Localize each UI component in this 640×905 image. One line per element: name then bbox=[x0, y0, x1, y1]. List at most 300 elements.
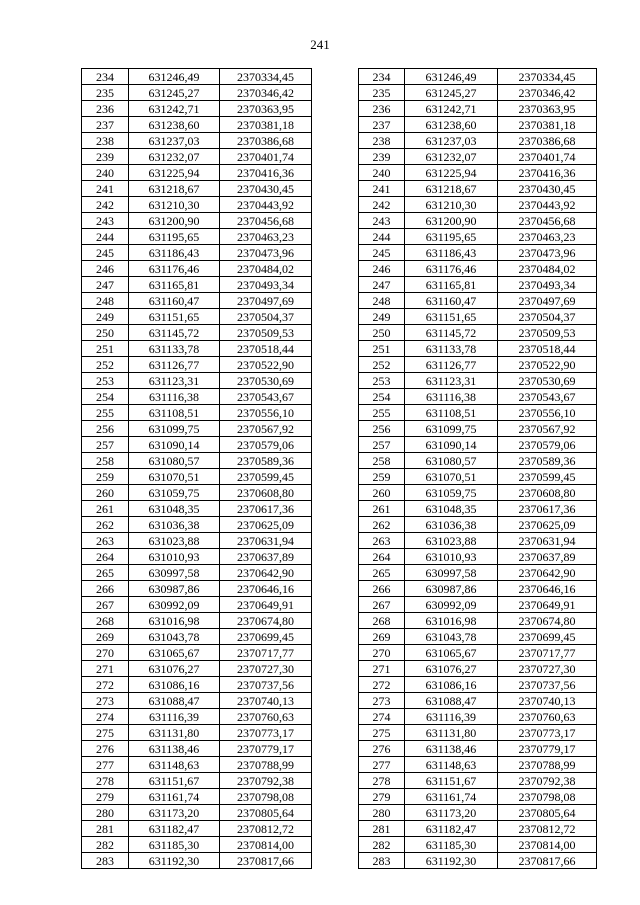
column-gap bbox=[312, 629, 359, 645]
left-point-number-cell: 282 bbox=[82, 837, 129, 853]
left-x-coordinate-cell: 630987,86 bbox=[129, 581, 220, 597]
right-y-coordinate-cell: 2370812,72 bbox=[498, 821, 597, 837]
right-x-coordinate-cell: 631048,35 bbox=[405, 501, 498, 517]
left-y-coordinate-cell: 2370443,92 bbox=[220, 197, 312, 213]
left-y-coordinate-cell: 2370631,94 bbox=[220, 533, 312, 549]
right-point-number-cell: 247 bbox=[359, 277, 405, 293]
left-point-number-cell: 266 bbox=[82, 581, 129, 597]
right-x-coordinate-cell: 631099,75 bbox=[405, 421, 498, 437]
left-point-number-cell: 258 bbox=[82, 453, 129, 469]
column-gap bbox=[312, 677, 359, 693]
left-x-coordinate-cell: 631232,07 bbox=[129, 149, 220, 165]
left-y-coordinate-cell: 2370543,67 bbox=[220, 389, 312, 405]
right-y-coordinate-cell: 2370443,92 bbox=[498, 197, 597, 213]
left-x-coordinate-cell: 631086,16 bbox=[129, 677, 220, 693]
column-gap bbox=[312, 837, 359, 853]
table-row bbox=[82, 133, 597, 149]
right-x-coordinate-cell: 631161,74 bbox=[405, 789, 498, 805]
left-y-coordinate-cell: 2370649,91 bbox=[220, 597, 312, 613]
table-row bbox=[82, 565, 597, 581]
left-x-coordinate-cell: 631210,30 bbox=[129, 197, 220, 213]
left-point-number-cell: 280 bbox=[82, 805, 129, 821]
right-point-number-cell: 235 bbox=[359, 85, 405, 101]
left-x-coordinate-cell: 631088,47 bbox=[129, 693, 220, 709]
right-y-coordinate-cell: 2370727,30 bbox=[498, 661, 597, 677]
left-point-number-cell: 239 bbox=[82, 149, 129, 165]
left-x-coordinate-cell: 631023,88 bbox=[129, 533, 220, 549]
left-x-coordinate-cell: 631116,38 bbox=[129, 389, 220, 405]
table-row bbox=[82, 149, 597, 165]
column-gap bbox=[312, 453, 359, 469]
table-row bbox=[82, 725, 597, 741]
left-y-coordinate-cell: 2370798,08 bbox=[220, 789, 312, 805]
right-point-number-cell: 273 bbox=[359, 693, 405, 709]
column-gap bbox=[312, 741, 359, 757]
left-x-coordinate-cell: 631161,74 bbox=[129, 789, 220, 805]
right-point-number-cell: 267 bbox=[359, 597, 405, 613]
table-row bbox=[82, 645, 597, 661]
right-y-coordinate-cell: 2370717,77 bbox=[498, 645, 597, 661]
left-x-coordinate-cell: 631145,72 bbox=[129, 325, 220, 341]
right-point-number-cell: 270 bbox=[359, 645, 405, 661]
left-y-coordinate-cell: 2370416,36 bbox=[220, 165, 312, 181]
right-y-coordinate-cell: 2370543,67 bbox=[498, 389, 597, 405]
right-point-number-cell: 256 bbox=[359, 421, 405, 437]
left-x-coordinate-cell: 631070,51 bbox=[129, 469, 220, 485]
right-y-coordinate-cell: 2370788,99 bbox=[498, 757, 597, 773]
left-y-coordinate-cell: 2370430,45 bbox=[220, 181, 312, 197]
right-y-coordinate-cell: 2370504,37 bbox=[498, 309, 597, 325]
left-x-coordinate-cell: 631186,43 bbox=[129, 245, 220, 261]
right-point-number-cell: 242 bbox=[359, 197, 405, 213]
column-gap bbox=[312, 165, 359, 181]
right-y-coordinate-cell: 2370599,45 bbox=[498, 469, 597, 485]
right-y-coordinate-cell: 2370631,94 bbox=[498, 533, 597, 549]
right-point-number-cell: 245 bbox=[359, 245, 405, 261]
left-x-coordinate-cell: 631185,30 bbox=[129, 837, 220, 853]
left-x-coordinate-cell: 631246,49 bbox=[129, 69, 220, 85]
right-y-coordinate-cell: 2370792,38 bbox=[498, 773, 597, 789]
right-point-number-cell: 266 bbox=[359, 581, 405, 597]
right-point-number-cell: 254 bbox=[359, 389, 405, 405]
left-y-coordinate-cell: 2370493,34 bbox=[220, 277, 312, 293]
left-point-number-cell: 279 bbox=[82, 789, 129, 805]
right-x-coordinate-cell: 631225,94 bbox=[405, 165, 498, 181]
right-x-coordinate-cell: 631131,80 bbox=[405, 725, 498, 741]
left-point-number-cell: 253 bbox=[82, 373, 129, 389]
left-y-coordinate-cell: 2370617,36 bbox=[220, 501, 312, 517]
left-x-coordinate-cell: 631225,94 bbox=[129, 165, 220, 181]
right-point-number-cell: 265 bbox=[359, 565, 405, 581]
left-point-number-cell: 257 bbox=[82, 437, 129, 453]
column-gap bbox=[312, 581, 359, 597]
left-point-number-cell: 256 bbox=[82, 421, 129, 437]
left-x-coordinate-cell: 631173,20 bbox=[129, 805, 220, 821]
table-row bbox=[82, 277, 597, 293]
left-x-coordinate-cell: 631043,78 bbox=[129, 629, 220, 645]
table-row bbox=[82, 165, 597, 181]
right-x-coordinate-cell: 631065,67 bbox=[405, 645, 498, 661]
table-row bbox=[82, 357, 597, 373]
page-number: 241 bbox=[310, 37, 330, 52]
right-y-coordinate-cell: 2370463,23 bbox=[498, 229, 597, 245]
left-y-coordinate-cell: 2370699,45 bbox=[220, 629, 312, 645]
column-gap bbox=[312, 437, 359, 453]
column-gap bbox=[312, 485, 359, 501]
right-point-number-cell: 276 bbox=[359, 741, 405, 757]
left-x-coordinate-cell: 631099,75 bbox=[129, 421, 220, 437]
left-y-coordinate-cell: 2370740,13 bbox=[220, 693, 312, 709]
right-point-number-cell: 280 bbox=[359, 805, 405, 821]
table-row bbox=[82, 581, 597, 597]
left-y-coordinate-cell: 2370727,30 bbox=[220, 661, 312, 677]
table-row bbox=[82, 229, 597, 245]
right-x-coordinate-cell: 631165,81 bbox=[405, 277, 498, 293]
left-x-coordinate-cell: 631238,60 bbox=[129, 117, 220, 133]
right-x-coordinate-cell: 631151,67 bbox=[405, 773, 498, 789]
table-row bbox=[82, 261, 597, 277]
left-x-coordinate-cell: 630992,09 bbox=[129, 597, 220, 613]
right-point-number-cell: 240 bbox=[359, 165, 405, 181]
table-row bbox=[82, 245, 597, 261]
table-row bbox=[82, 789, 597, 805]
right-x-coordinate-cell: 631176,46 bbox=[405, 261, 498, 277]
right-x-coordinate-cell: 631116,39 bbox=[405, 709, 498, 725]
column-gap bbox=[312, 533, 359, 549]
left-y-coordinate-cell: 2370556,10 bbox=[220, 405, 312, 421]
left-x-coordinate-cell: 631151,65 bbox=[129, 309, 220, 325]
right-x-coordinate-cell: 631160,47 bbox=[405, 293, 498, 309]
left-point-number-cell: 268 bbox=[82, 613, 129, 629]
column-gap bbox=[312, 373, 359, 389]
right-point-number-cell: 262 bbox=[359, 517, 405, 533]
left-y-coordinate-cell: 2370484,02 bbox=[220, 261, 312, 277]
left-y-coordinate-cell: 2370579,06 bbox=[220, 437, 312, 453]
right-y-coordinate-cell: 2370773,17 bbox=[498, 725, 597, 741]
right-y-coordinate-cell: 2370649,91 bbox=[498, 597, 597, 613]
left-point-number-cell: 274 bbox=[82, 709, 129, 725]
column-gap bbox=[312, 197, 359, 213]
left-y-coordinate-cell: 2370346,42 bbox=[220, 85, 312, 101]
right-point-number-cell: 264 bbox=[359, 549, 405, 565]
right-x-coordinate-cell: 631195,65 bbox=[405, 229, 498, 245]
left-x-coordinate-cell: 631151,67 bbox=[129, 773, 220, 789]
left-point-number-cell: 234 bbox=[82, 69, 129, 85]
right-y-coordinate-cell: 2370642,90 bbox=[498, 565, 597, 581]
table-row bbox=[82, 85, 597, 101]
right-point-number-cell: 263 bbox=[359, 533, 405, 549]
right-x-coordinate-cell: 631237,03 bbox=[405, 133, 498, 149]
left-y-coordinate-cell: 2370463,23 bbox=[220, 229, 312, 245]
left-y-coordinate-cell: 2370805,64 bbox=[220, 805, 312, 821]
left-y-coordinate-cell: 2370522,90 bbox=[220, 357, 312, 373]
right-y-coordinate-cell: 2370805,64 bbox=[498, 805, 597, 821]
column-gap bbox=[312, 421, 359, 437]
column-gap bbox=[312, 341, 359, 357]
left-x-coordinate-cell: 631200,90 bbox=[129, 213, 220, 229]
right-point-number-cell: 275 bbox=[359, 725, 405, 741]
table-row bbox=[82, 213, 597, 229]
left-point-number-cell: 277 bbox=[82, 757, 129, 773]
column-gap bbox=[312, 725, 359, 741]
column-gap bbox=[312, 645, 359, 661]
left-x-coordinate-cell: 631182,47 bbox=[129, 821, 220, 837]
table-row bbox=[82, 373, 597, 389]
right-x-coordinate-cell: 631232,07 bbox=[405, 149, 498, 165]
left-x-coordinate-cell: 631192,30 bbox=[129, 853, 220, 869]
column-gap bbox=[312, 773, 359, 789]
right-y-coordinate-cell: 2370798,08 bbox=[498, 789, 597, 805]
right-y-coordinate-cell: 2370589,36 bbox=[498, 453, 597, 469]
column-gap bbox=[312, 565, 359, 581]
column-gap bbox=[312, 613, 359, 629]
column-gap bbox=[312, 149, 359, 165]
right-y-coordinate-cell: 2370608,80 bbox=[498, 485, 597, 501]
right-y-coordinate-cell: 2370363,95 bbox=[498, 101, 597, 117]
table-row bbox=[82, 181, 597, 197]
right-x-coordinate-cell: 631200,90 bbox=[405, 213, 498, 229]
left-y-coordinate-cell: 2370456,68 bbox=[220, 213, 312, 229]
table-row bbox=[82, 69, 597, 85]
column-gap bbox=[312, 757, 359, 773]
left-x-coordinate-cell: 631090,14 bbox=[129, 437, 220, 453]
right-point-number-cell: 259 bbox=[359, 469, 405, 485]
right-x-coordinate-cell: 631148,63 bbox=[405, 757, 498, 773]
right-point-number-cell: 257 bbox=[359, 437, 405, 453]
column-gap bbox=[312, 213, 359, 229]
column-gap bbox=[312, 325, 359, 341]
table-row bbox=[82, 757, 597, 773]
right-point-number-cell: 260 bbox=[359, 485, 405, 501]
table-row bbox=[82, 805, 597, 821]
table-row bbox=[82, 821, 597, 837]
left-y-coordinate-cell: 2370642,90 bbox=[220, 565, 312, 581]
left-y-coordinate-cell: 2370817,66 bbox=[220, 853, 312, 869]
right-y-coordinate-cell: 2370556,10 bbox=[498, 405, 597, 421]
right-x-coordinate-cell: 631245,27 bbox=[405, 85, 498, 101]
right-point-number-cell: 237 bbox=[359, 117, 405, 133]
right-point-number-cell: 274 bbox=[359, 709, 405, 725]
table-row bbox=[82, 613, 597, 629]
left-point-number-cell: 261 bbox=[82, 501, 129, 517]
table-row bbox=[82, 453, 597, 469]
column-gap bbox=[312, 133, 359, 149]
left-point-number-cell: 251 bbox=[82, 341, 129, 357]
right-y-coordinate-cell: 2370617,36 bbox=[498, 501, 597, 517]
left-x-coordinate-cell: 631036,38 bbox=[129, 517, 220, 533]
right-y-coordinate-cell: 2370416,36 bbox=[498, 165, 597, 181]
left-x-coordinate-cell: 631080,57 bbox=[129, 453, 220, 469]
left-x-coordinate-cell: 630997,58 bbox=[129, 565, 220, 581]
right-point-number-cell: 278 bbox=[359, 773, 405, 789]
table-row bbox=[82, 741, 597, 757]
table-row bbox=[82, 325, 597, 341]
right-x-coordinate-cell: 631116,38 bbox=[405, 389, 498, 405]
left-point-number-cell: 238 bbox=[82, 133, 129, 149]
left-x-coordinate-cell: 631065,67 bbox=[129, 645, 220, 661]
right-y-coordinate-cell: 2370674,80 bbox=[498, 613, 597, 629]
right-x-coordinate-cell: 631145,72 bbox=[405, 325, 498, 341]
left-y-coordinate-cell: 2370608,80 bbox=[220, 485, 312, 501]
left-x-coordinate-cell: 631237,03 bbox=[129, 133, 220, 149]
left-point-number-cell: 244 bbox=[82, 229, 129, 245]
column-gap bbox=[312, 389, 359, 405]
left-x-coordinate-cell: 631218,67 bbox=[129, 181, 220, 197]
table-row bbox=[82, 773, 597, 789]
right-y-coordinate-cell: 2370381,18 bbox=[498, 117, 597, 133]
left-x-coordinate-cell: 631195,65 bbox=[129, 229, 220, 245]
left-y-coordinate-cell: 2370788,99 bbox=[220, 757, 312, 773]
column-gap bbox=[312, 229, 359, 245]
right-point-number-cell: 272 bbox=[359, 677, 405, 693]
table-row bbox=[82, 341, 597, 357]
right-y-coordinate-cell: 2370346,42 bbox=[498, 85, 597, 101]
right-y-coordinate-cell: 2370497,69 bbox=[498, 293, 597, 309]
column-gap bbox=[312, 469, 359, 485]
left-point-number-cell: 283 bbox=[82, 853, 129, 869]
column-gap bbox=[312, 853, 359, 869]
right-point-number-cell: 236 bbox=[359, 101, 405, 117]
left-point-number-cell: 250 bbox=[82, 325, 129, 341]
table-row bbox=[82, 693, 597, 709]
right-x-coordinate-cell: 631133,78 bbox=[405, 341, 498, 357]
right-y-coordinate-cell: 2370760,63 bbox=[498, 709, 597, 725]
right-point-number-cell: 249 bbox=[359, 309, 405, 325]
right-point-number-cell: 258 bbox=[359, 453, 405, 469]
column-gap bbox=[312, 261, 359, 277]
left-point-number-cell: 272 bbox=[82, 677, 129, 693]
right-point-number-cell: 251 bbox=[359, 341, 405, 357]
right-x-coordinate-cell: 631080,57 bbox=[405, 453, 498, 469]
left-y-coordinate-cell: 2370779,17 bbox=[220, 741, 312, 757]
left-y-coordinate-cell: 2370737,56 bbox=[220, 677, 312, 693]
column-gap bbox=[312, 357, 359, 373]
right-y-coordinate-cell: 2370567,92 bbox=[498, 421, 597, 437]
left-y-coordinate-cell: 2370589,36 bbox=[220, 453, 312, 469]
left-y-coordinate-cell: 2370473,96 bbox=[220, 245, 312, 261]
left-point-number-cell: 265 bbox=[82, 565, 129, 581]
right-point-number-cell: 239 bbox=[359, 149, 405, 165]
left-point-number-cell: 275 bbox=[82, 725, 129, 741]
right-y-coordinate-cell: 2370740,13 bbox=[498, 693, 597, 709]
column-gap bbox=[312, 549, 359, 565]
left-point-number-cell: 246 bbox=[82, 261, 129, 277]
right-point-number-cell: 281 bbox=[359, 821, 405, 837]
left-x-coordinate-cell: 631126,77 bbox=[129, 357, 220, 373]
right-x-coordinate-cell: 631010,93 bbox=[405, 549, 498, 565]
left-x-coordinate-cell: 631116,39 bbox=[129, 709, 220, 725]
table-row bbox=[82, 197, 597, 213]
table-row bbox=[82, 533, 597, 549]
left-point-number-cell: 236 bbox=[82, 101, 129, 117]
right-point-number-cell: 283 bbox=[359, 853, 405, 869]
left-y-coordinate-cell: 2370674,80 bbox=[220, 613, 312, 629]
right-point-number-cell: 243 bbox=[359, 213, 405, 229]
right-y-coordinate-cell: 2370522,90 bbox=[498, 357, 597, 373]
right-x-coordinate-cell: 631043,78 bbox=[405, 629, 498, 645]
table-row bbox=[82, 597, 597, 613]
left-point-number-cell: 262 bbox=[82, 517, 129, 533]
right-y-coordinate-cell: 2370401,74 bbox=[498, 149, 597, 165]
right-point-number-cell: 244 bbox=[359, 229, 405, 245]
right-x-coordinate-cell: 631192,30 bbox=[405, 853, 498, 869]
left-point-number-cell: 243 bbox=[82, 213, 129, 229]
left-point-number-cell: 281 bbox=[82, 821, 129, 837]
left-y-coordinate-cell: 2370334,45 bbox=[220, 69, 312, 85]
right-y-coordinate-cell: 2370334,45 bbox=[498, 69, 597, 85]
left-point-number-cell: 248 bbox=[82, 293, 129, 309]
right-x-coordinate-cell: 631246,49 bbox=[405, 69, 498, 85]
column-gap bbox=[312, 821, 359, 837]
right-point-number-cell: 279 bbox=[359, 789, 405, 805]
right-x-coordinate-cell: 631108,51 bbox=[405, 405, 498, 421]
right-x-coordinate-cell: 631023,88 bbox=[405, 533, 498, 549]
right-point-number-cell: 277 bbox=[359, 757, 405, 773]
column-gap bbox=[312, 309, 359, 325]
left-y-coordinate-cell: 2370717,77 bbox=[220, 645, 312, 661]
column-gap bbox=[312, 245, 359, 261]
left-x-coordinate-cell: 631016,98 bbox=[129, 613, 220, 629]
right-point-number-cell: 255 bbox=[359, 405, 405, 421]
column-gap bbox=[312, 85, 359, 101]
left-point-number-cell: 271 bbox=[82, 661, 129, 677]
left-x-coordinate-cell: 631138,46 bbox=[129, 741, 220, 757]
right-point-number-cell: 246 bbox=[359, 261, 405, 277]
column-gap bbox=[312, 693, 359, 709]
right-x-coordinate-cell: 630992,09 bbox=[405, 597, 498, 613]
left-x-coordinate-cell: 631165,81 bbox=[129, 277, 220, 293]
left-y-coordinate-cell: 2370401,74 bbox=[220, 149, 312, 165]
column-gap bbox=[312, 709, 359, 725]
left-y-coordinate-cell: 2370814,00 bbox=[220, 837, 312, 853]
left-point-number-cell: 252 bbox=[82, 357, 129, 373]
left-x-coordinate-cell: 631076,27 bbox=[129, 661, 220, 677]
column-gap bbox=[312, 181, 359, 197]
left-point-number-cell: 242 bbox=[82, 197, 129, 213]
left-point-number-cell: 276 bbox=[82, 741, 129, 757]
left-y-coordinate-cell: 2370599,45 bbox=[220, 469, 312, 485]
table-row bbox=[82, 517, 597, 533]
table-row bbox=[82, 485, 597, 501]
left-y-coordinate-cell: 2370497,69 bbox=[220, 293, 312, 309]
right-x-coordinate-cell: 631186,43 bbox=[405, 245, 498, 261]
right-x-coordinate-cell: 631242,71 bbox=[405, 101, 498, 117]
left-y-coordinate-cell: 2370637,89 bbox=[220, 549, 312, 565]
table-row bbox=[82, 437, 597, 453]
right-x-coordinate-cell: 631182,47 bbox=[405, 821, 498, 837]
right-point-number-cell: 250 bbox=[359, 325, 405, 341]
left-point-number-cell: 259 bbox=[82, 469, 129, 485]
right-point-number-cell: 238 bbox=[359, 133, 405, 149]
coordinates-table bbox=[81, 68, 597, 869]
left-y-coordinate-cell: 2370812,72 bbox=[220, 821, 312, 837]
column-gap bbox=[312, 501, 359, 517]
right-y-coordinate-cell: 2370737,56 bbox=[498, 677, 597, 693]
right-y-coordinate-cell: 2370579,06 bbox=[498, 437, 597, 453]
left-point-number-cell: 264 bbox=[82, 549, 129, 565]
table-row bbox=[82, 469, 597, 485]
right-y-coordinate-cell: 2370430,45 bbox=[498, 181, 597, 197]
table-row bbox=[82, 421, 597, 437]
right-y-coordinate-cell: 2370646,16 bbox=[498, 581, 597, 597]
left-point-number-cell: 260 bbox=[82, 485, 129, 501]
left-point-number-cell: 269 bbox=[82, 629, 129, 645]
left-y-coordinate-cell: 2370518,44 bbox=[220, 341, 312, 357]
left-y-coordinate-cell: 2370504,37 bbox=[220, 309, 312, 325]
table-row bbox=[82, 101, 597, 117]
left-point-number-cell: 240 bbox=[82, 165, 129, 181]
table-row bbox=[82, 501, 597, 517]
